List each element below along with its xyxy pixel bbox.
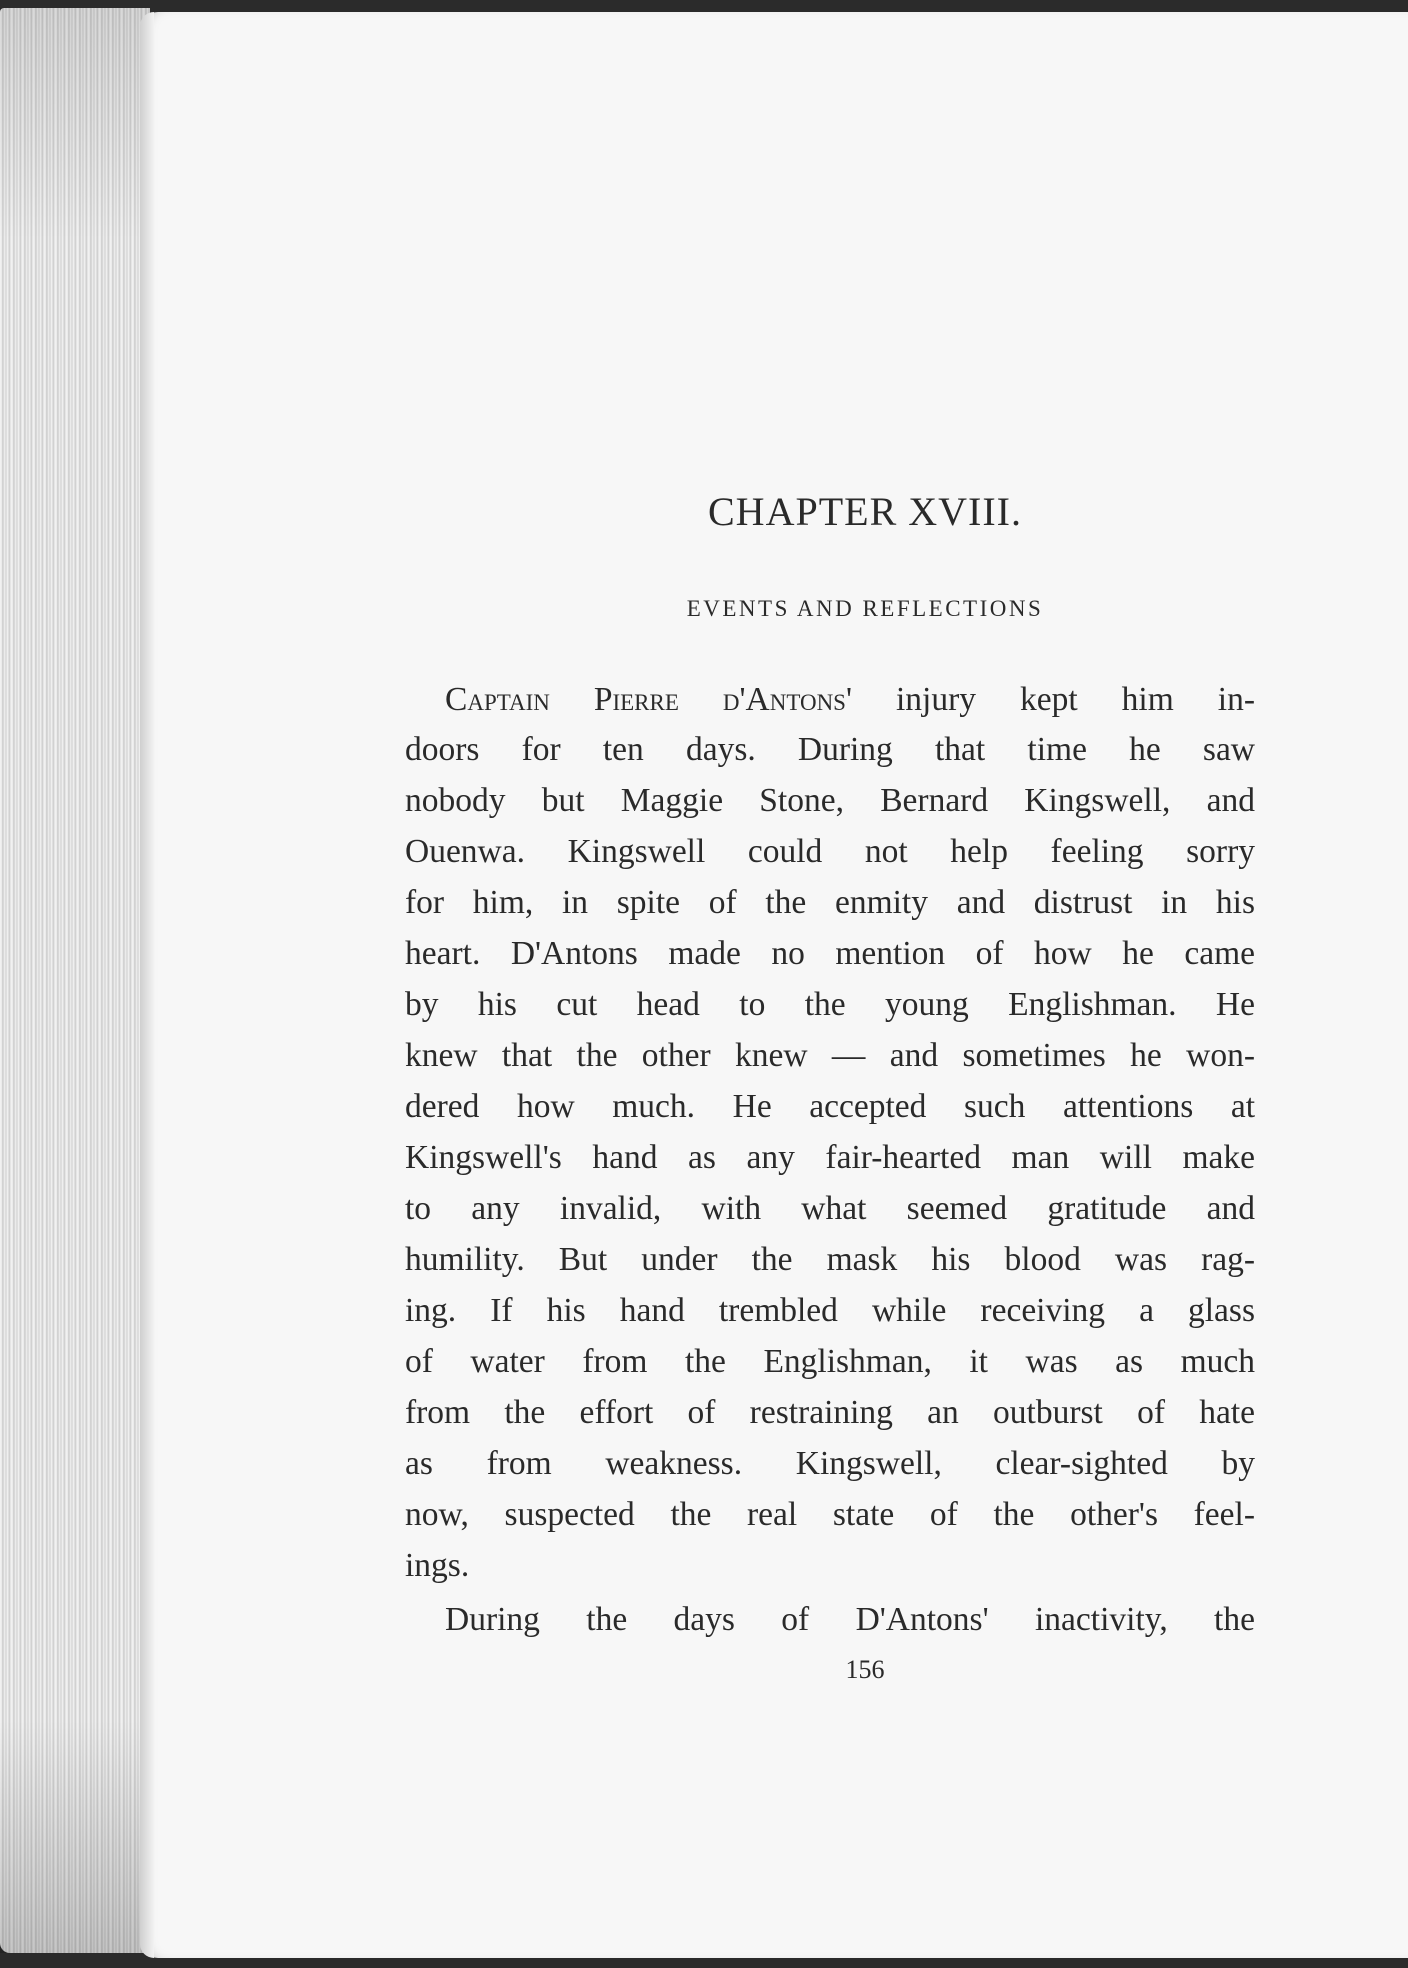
paragraph-line: Kingswell's hand as any fair-hearted man will make	[405, 1139, 1255, 1176]
paragraph-line: heart. D'Antons made no mention of how he came	[405, 935, 1255, 972]
paragraph-line: nobody but Maggie Stone, Bernard Kingswell, and	[405, 782, 1255, 819]
paragraph-lead-smallcaps: Captain Pierre d'Antons'	[445, 681, 853, 718]
paragraph-line: doors for ten days. During that time he saw	[405, 731, 1255, 768]
paragraph-line: humility. But under the mask his blood was rag-	[405, 1241, 1255, 1278]
paragraph-line: from the effort of restraining an outburst of hate	[405, 1394, 1255, 1431]
paragraph-line: ings.	[405, 1547, 470, 1584]
paragraph-line: as from weakness. Kingswell, clear-sighted by	[405, 1445, 1255, 1482]
paragraph-line: now, suspected the real state of the other's feel-	[405, 1496, 1255, 1533]
paragraph-line-text: injury kept him in-	[852, 681, 1255, 718]
paragraph-line	[405, 680, 1255, 720]
paragraph-line: ing. If his hand trembled while receiving a glass	[405, 1292, 1255, 1329]
paragraph-line: to any invalid, with what seemed gratitude and	[405, 1190, 1255, 1227]
chapter-subtitle: EVENTS AND REFLECTIONS	[686, 596, 1044, 621]
page-number: 156	[845, 1655, 885, 1684]
paragraph-line: During the days of D'Antons' inactivity, the	[445, 1601, 1255, 1638]
paragraph-line: dered how much. He accepted such attentions at	[405, 1088, 1255, 1125]
page-gutter-shadow	[140, 12, 154, 1958]
paragraph-line: Ouenwa. Kingswell could not help feeling sorry	[405, 833, 1255, 870]
paragraph-line: knew that the other knew — and sometimes he won-	[405, 1037, 1255, 1074]
book-page-edges	[0, 8, 150, 1953]
paragraph-line: for him, in spite of the enmity and distrust in his	[405, 884, 1255, 921]
paragraph-line: by his cut head to the young Englishman. He	[405, 986, 1255, 1023]
chapter-title: CHAPTER XVIII.	[708, 489, 1022, 534]
paragraph-line: of water from the Englishman, it was as much	[405, 1343, 1255, 1380]
